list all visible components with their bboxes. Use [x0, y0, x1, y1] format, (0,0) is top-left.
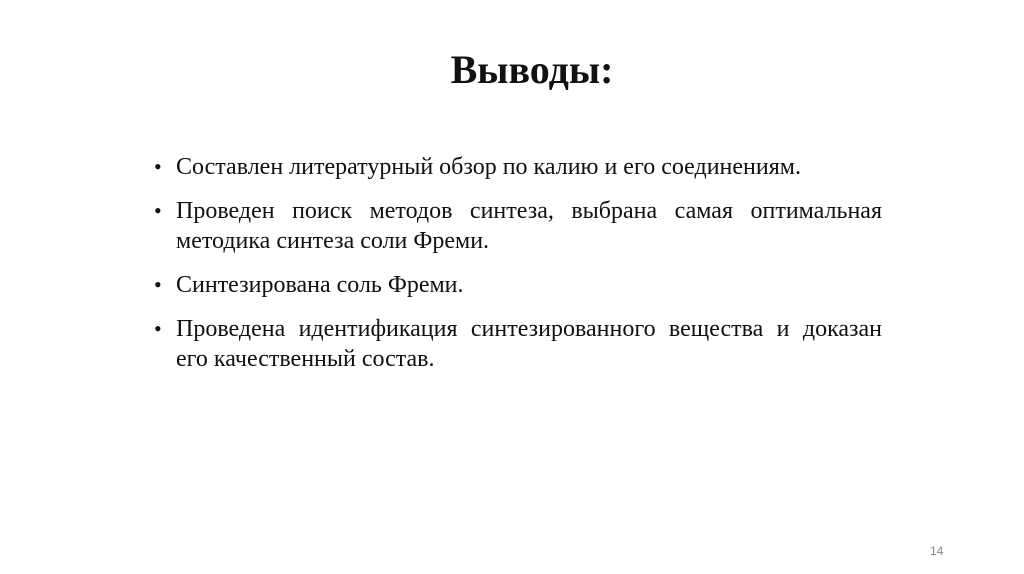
list-item-text: Проведен поиск методов синтеза, выбрана самая оптимальная методика синтеза соли Фреми. [176, 198, 882, 254]
list-item [150, 152, 882, 182]
list-item-text: Синтезирована соль Фреми. [176, 272, 464, 298]
list-item [150, 196, 882, 256]
list-item-text: Проведена идентификация синтезированного вещества и доказан его качественный состав. [176, 316, 882, 372]
bullet-icon: • [154, 272, 162, 297]
list-item-text: Составлен литературный обзор по калию и его соединениям. [176, 154, 801, 180]
slide-number: 14 [930, 544, 944, 558]
bullet-icon: • [154, 154, 162, 179]
bullet-icon: • [154, 198, 162, 223]
slide-title: Выводы: [450, 47, 614, 92]
list-item [150, 270, 882, 300]
list-item [150, 314, 882, 374]
bullet-icon: • [154, 316, 162, 341]
conclusions-list [150, 152, 882, 388]
